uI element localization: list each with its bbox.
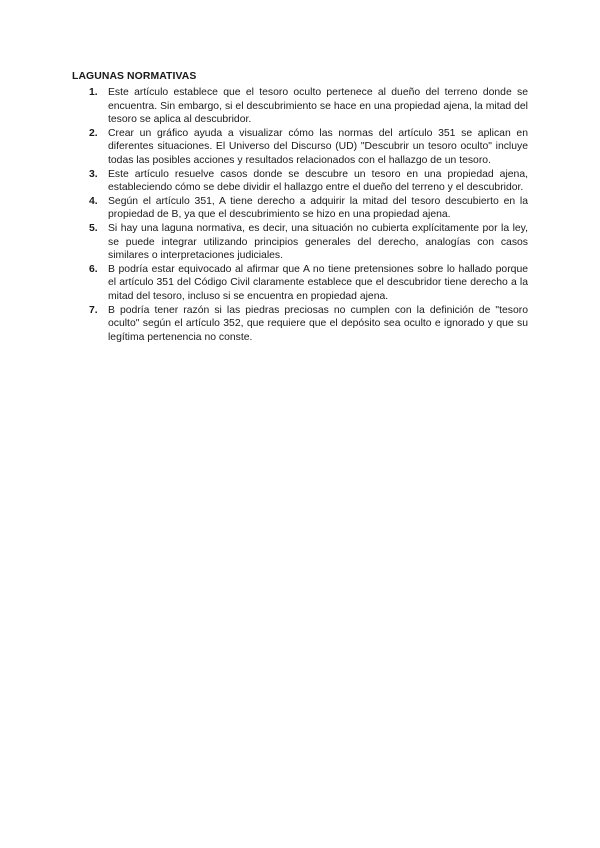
list-item [72, 222, 528, 263]
numbered-list [72, 86, 528, 344]
list-item [72, 263, 528, 304]
list-item-number: 1. [89, 87, 98, 98]
list-item-text: B podría estar equivocado al afirmar que A no tiene pretensiones sobre lo hallado porque el artículo 351 del Código Civil claramente establece que el descubridor tiene derecho a la mitad del tesoro, incluso si se encuentra en propiedad ajena. [108, 263, 528, 302]
list-item-text: B podría tener razón si las piedras preciosas no cumplen con la definición de "tesoro oculto" según el artículo 352, que requiere que el depósito sea oculto e ignorado y que su legítima pertenencia no conste. [108, 304, 528, 343]
list-item-text: Este artículo resuelve casos donde se descubre un tesoro en una propiedad ajena, estableciendo cómo se debe dividir el hallazgo entre el dueño del terreno y el descubridor. [108, 168, 528, 194]
document-title: LAGUNAS NORMATIVAS [72, 71, 197, 82]
list-item-text: Crear un gráfico ayuda a visualizar cómo las normas del artículo 351 se aplican en diferentes situaciones. El Universo del Discurso (UD) "Descubrir un tesoro oculto" incluye todas las posibles acciones y resultados relacionados con el hallazgo de un tesoro. [108, 127, 528, 166]
list-item [72, 195, 528, 222]
list-item-text: Según el artículo 351, A tiene derecho a adquirir la mitad del tesoro descubierto en la propiedad de B, ya que el descubrimiento se hizo en una propiedad ajena. [108, 195, 528, 221]
list-item [72, 304, 528, 345]
list-item-text: Este artículo establece que el tesoro oculto pertenece al dueño del terreno donde se encuentra. Sin embargo, si el descubrimiento se hace en una propiedad ajena, la mitad del tesoro se aplica al descubridor. [108, 87, 528, 126]
list-item-number: 5. [89, 222, 98, 234]
list-item-number: 3. [89, 168, 98, 180]
list-item [72, 127, 528, 168]
list-item-number: 6. [89, 263, 98, 275]
list-item-number: 4. [89, 195, 98, 207]
list-item [72, 168, 528, 195]
list-item-text: Si hay una laguna normativa, es decir, una situación no cubierta explícitamente por la ley, se puede integrar utilizando principios generales del derecho, analogías con casos similares o interpretaciones judiciales. [108, 222, 528, 262]
list-item-number: 7. [89, 304, 98, 316]
list-item [72, 86, 528, 127]
list-item-number: 2. [89, 127, 98, 139]
